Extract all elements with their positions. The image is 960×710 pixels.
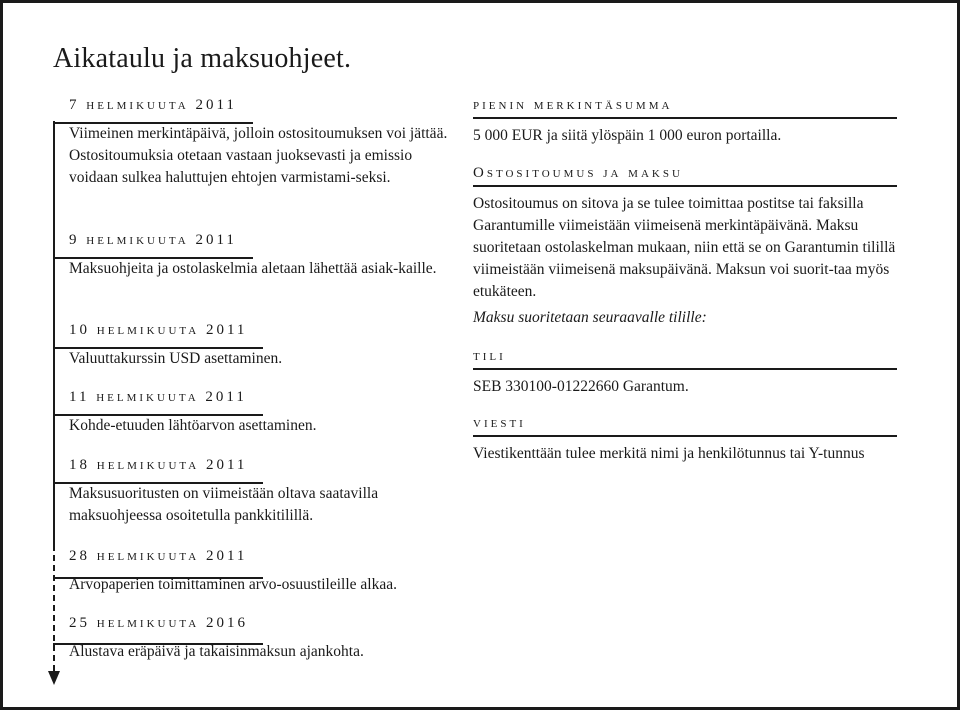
min-amount-section xyxy=(473,97,897,147)
timeline-text: Alustava eräpäivä ja takaisinmaksun ajankohta. xyxy=(69,643,364,660)
section-heading: pienin merkintäsumma xyxy=(473,97,897,119)
timeline-date: 9 helmikuuta 2011 xyxy=(69,232,237,248)
section-text: Viestikenttään tulee merkitä nimi ja henkilötunnus tai Y-tunnus xyxy=(473,445,865,462)
section-text: Ostositoumus on sitova ja se tulee toimittaa postitse tai faksilla Garantumille viimeistään viimeisenä merkintäpäivänä. Maksu suoritetaan ostolaskelman mukaan, niin että se on Garantumin tilillä viimeistään viimeisenä maksupäivänä. Maksun voi suorit-taa myös etukäteen. xyxy=(473,195,896,300)
timeline-entry xyxy=(69,322,455,370)
account-section xyxy=(473,348,897,398)
section-text: 5 000 EUR ja siitä ylöspäin 1 000 euron portailla. xyxy=(473,127,782,144)
timeline-arrow-icon xyxy=(48,671,60,685)
section-heading: tili xyxy=(473,348,897,370)
timeline-dashed-line xyxy=(53,545,55,671)
section-text: SEB 330100-01222660 Garantum. xyxy=(473,378,689,395)
timeline-entry xyxy=(69,548,455,596)
timeline-date: 28 helmikuuta 2011 xyxy=(69,548,248,564)
timeline-entry xyxy=(69,389,455,437)
timeline-date: 11 helmikuuta 2011 xyxy=(69,389,247,405)
timeline-entry xyxy=(69,457,455,527)
timeline-text: Valuuttakurssin USD asettaminen. xyxy=(69,350,283,367)
timeline-text: Maksusuoritusten on viimeistään oltava saatavilla maksuohjeessa osoitetulla pankkitilillä. xyxy=(69,485,379,524)
payment-note: Maksu suoritetaan seuraavalle tilille: xyxy=(473,309,707,326)
timeline-text: Kohde-etuuden lähtöarvon asettaminen. xyxy=(69,417,317,434)
section-heading: Ostositoumus ja maksu xyxy=(473,165,897,187)
timeline-entry xyxy=(69,232,455,280)
timeline-entry xyxy=(69,615,455,663)
page-title: Aikataulu ja maksuohjeet. xyxy=(53,43,352,74)
timeline-text: Arvopaperien toimittaminen arvo-osuustileille alkaa. xyxy=(69,576,397,593)
timeline-text: Viimeinen merkintäpäivä, jolloin ostositoumuksen voi jättää. Ostositoumuksia otetaan vastaan juoksevasti ja emissio voidaan sulkea haluttujen ehtojen varmistami-seksi. xyxy=(69,125,448,186)
timeline-date: 25 helmikuuta 2016 xyxy=(69,615,248,631)
timeline-date: 7 helmikuuta 2011 xyxy=(69,97,237,113)
timeline-date: 10 helmikuuta 2011 xyxy=(69,322,248,338)
timeline-entry xyxy=(69,97,455,189)
timeline-text: Maksuohjeita ja ostolaskelmia aletaan lähettää asiak-kaille. xyxy=(69,260,437,277)
payment-section xyxy=(473,165,897,329)
timeline-date: 18 helmikuuta 2011 xyxy=(69,457,248,473)
message-section xyxy=(473,415,897,465)
section-heading: viesti xyxy=(473,415,897,437)
